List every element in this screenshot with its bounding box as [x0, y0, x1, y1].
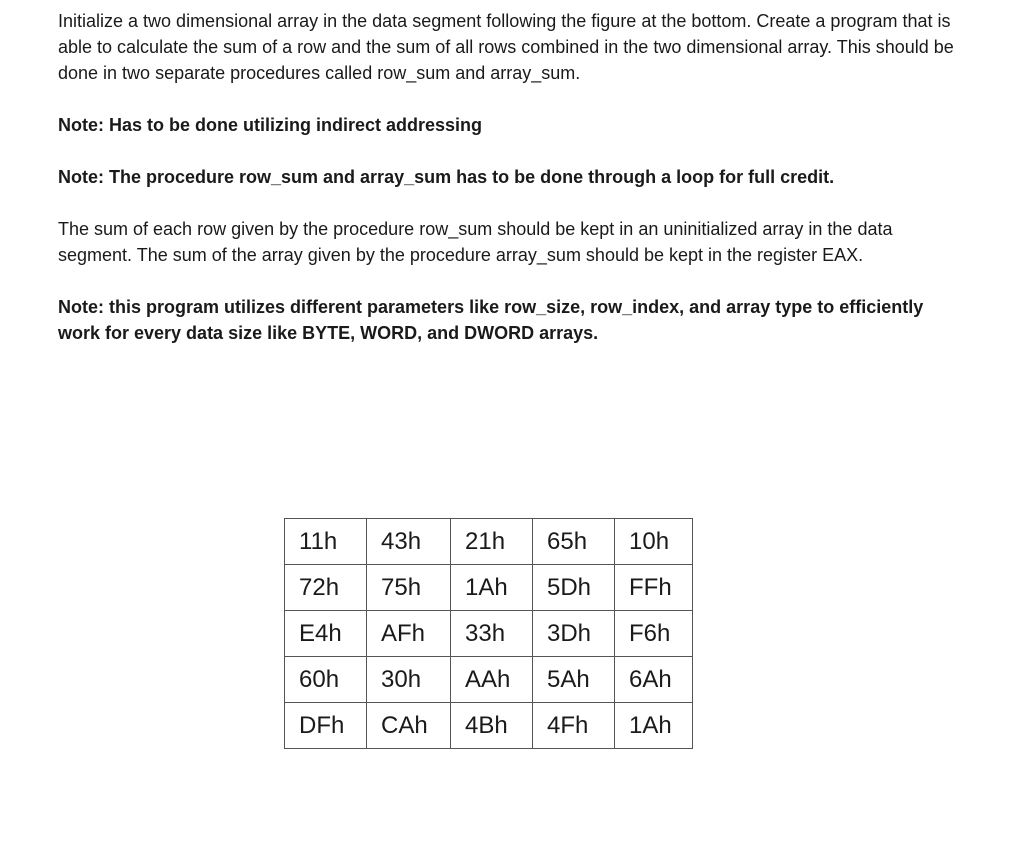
table-cell: 1Ah: [451, 565, 533, 611]
table-cell: FFh: [615, 565, 693, 611]
table-cell: 21h: [451, 519, 533, 565]
table-row: [285, 519, 693, 565]
table-cell: 30h: [367, 657, 451, 703]
table-cell: DFh: [285, 703, 367, 749]
table-cell: 72h: [285, 565, 367, 611]
array-figure-table: [284, 518, 693, 749]
table-cell: AAh: [451, 657, 533, 703]
table-cell: 10h: [615, 519, 693, 565]
table-row: [285, 611, 693, 657]
table-row: [285, 565, 693, 611]
table-cell: CAh: [367, 703, 451, 749]
table-cell: 4Bh: [451, 703, 533, 749]
table-cell: 33h: [451, 611, 533, 657]
storage-paragraph: The sum of each row given by the procedure row_sum should be kept in an uninitialized array in the data segment. The sum of the array given by the procedure array_sum should be kept in the register EAX.: [58, 219, 893, 265]
assignment-document: [58, 8, 958, 346]
table-cell: 5Ah: [533, 657, 615, 703]
table-cell: 6Ah: [615, 657, 693, 703]
table-cell: E4h: [285, 611, 367, 657]
table-cell: 5Dh: [533, 565, 615, 611]
note-loop-requirement: Note: The procedure row_sum and array_sum has to be done through a loop for full credit.: [58, 167, 835, 187]
table-cell: 4Fh: [533, 703, 615, 749]
table-cell: AFh: [367, 611, 451, 657]
table-cell: 3Dh: [533, 611, 615, 657]
note-parameters: Note: this program utilizes different parameters like row_size, row_index, and array type to efficiently work for every data size like BYTE, WORD, and DWORD arrays.: [58, 297, 924, 343]
table-cell: 75h: [367, 565, 451, 611]
table-row: [285, 703, 693, 749]
table-cell: 11h: [285, 519, 367, 565]
table-cell: 60h: [285, 657, 367, 703]
table-row: [285, 657, 693, 703]
table-cell: 65h: [533, 519, 615, 565]
intro-paragraph: Initialize a two dimensional array in the data segment following the figure at the bottom. Create a program that is able to calculate the sum of a row and the sum of all rows combined in the two dimensional array. This should be done in two separate procedures called row_sum and array_sum.: [58, 11, 954, 83]
table-cell: 43h: [367, 519, 451, 565]
table-cell: F6h: [615, 611, 693, 657]
note-indirect-addressing: Note: Has to be done utilizing indirect addressing: [58, 115, 483, 135]
table-cell: 1Ah: [615, 703, 693, 749]
